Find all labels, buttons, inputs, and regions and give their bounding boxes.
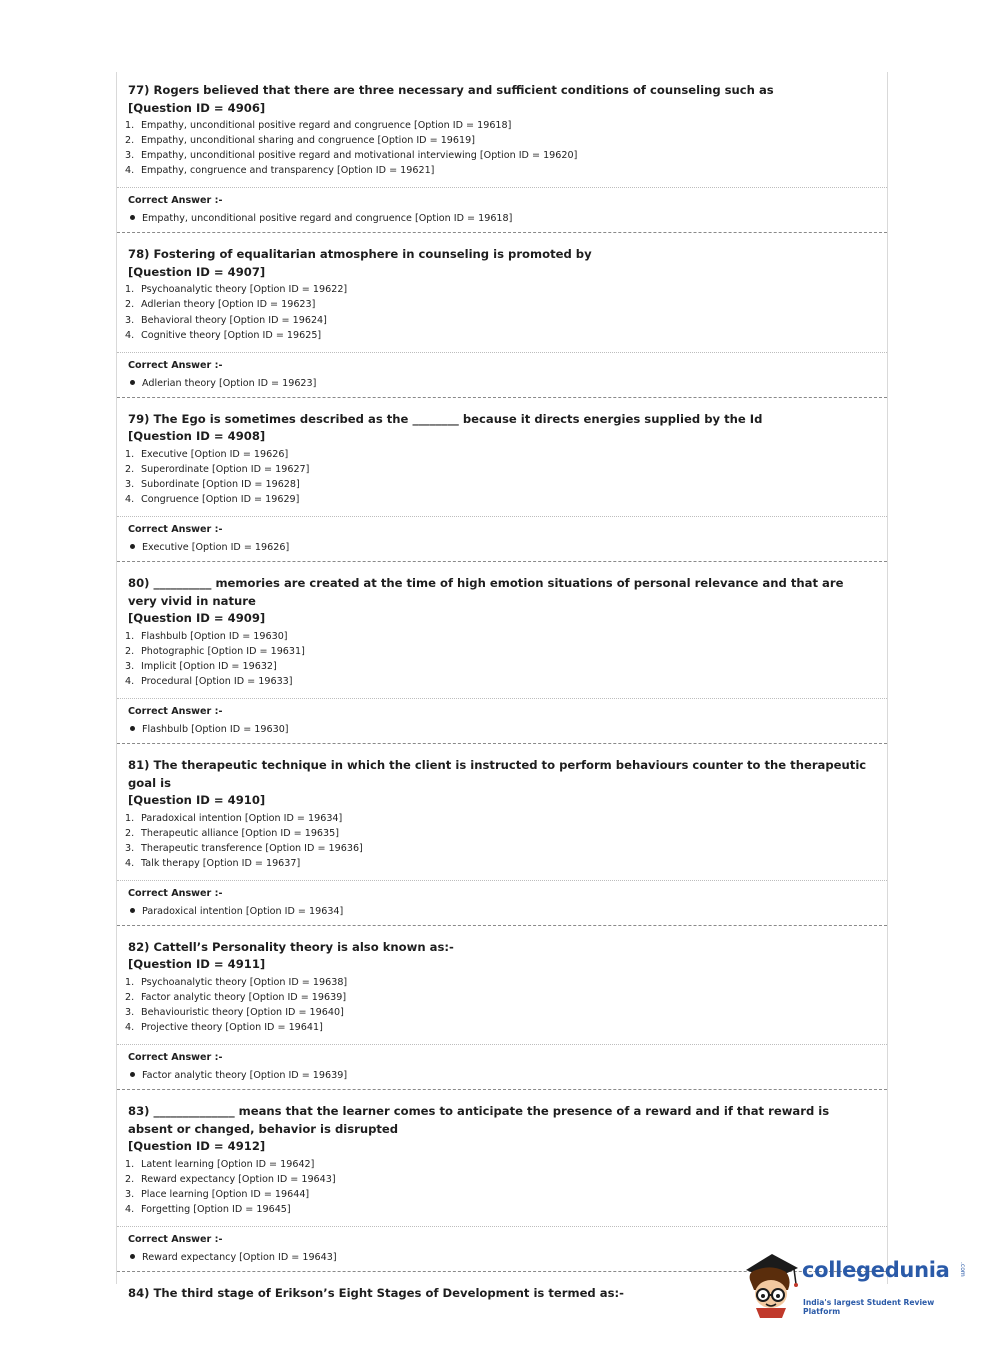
question-title: 83) ______________ means that the learner comes to anticipate the presence of a reward and if that reward is absent or changed, behavior is disrupted — [128, 1104, 830, 1136]
question-block — [117, 233, 887, 397]
option-text: Congruence [Option ID = 19629] — [141, 494, 300, 506]
correct-answer — [128, 212, 887, 226]
option-item — [125, 644, 887, 659]
option-number: 1. — [125, 630, 135, 642]
option-number: 4. — [125, 165, 135, 177]
option-number: 1. — [125, 448, 135, 460]
answer-divider — [117, 516, 887, 517]
correct-answer — [128, 541, 887, 555]
option-text: Behaviouristic theory [Option ID = 19640] — [141, 1007, 344, 1019]
option-text: Empathy, unconditional positive regard and congruence [Option ID = 19618] — [141, 120, 512, 131]
bullet-icon — [130, 215, 135, 220]
mascot-icon — [742, 1250, 802, 1320]
option-number: 4. — [125, 1022, 135, 1034]
option-item — [125, 659, 887, 674]
question-title: 81) The therapeutic technique in which the client is instructed to perform behaviours counter to the therapeutic goal is — [128, 758, 867, 790]
bullet-icon — [130, 544, 135, 549]
option-text: Therapeutic alliance [Option ID = 19635] — [141, 827, 339, 839]
option-number: 2. — [125, 645, 135, 657]
option-text: Reward expectancy [Option ID = 19643] — [141, 1173, 336, 1185]
question-paper-frame — [116, 72, 888, 1301]
correct-answer-label: Correct Answer :- — [128, 524, 223, 536]
correct-answer-label: Correct Answer :- — [128, 706, 223, 717]
option-list — [125, 629, 887, 689]
option-item — [125, 674, 887, 689]
correct-answer — [128, 377, 887, 391]
option-item — [125, 1157, 887, 1172]
option-text: Place learning [Option ID = 19644] — [141, 1188, 310, 1200]
correct-answer-text: Paradoxical intention [Option ID = 19634] — [142, 905, 344, 917]
option-item — [125, 133, 887, 148]
option-item — [125, 1187, 887, 1202]
option-item — [125, 492, 887, 507]
option-number: 3. — [125, 1188, 135, 1200]
option-item — [125, 1005, 887, 1020]
option-item — [125, 990, 887, 1005]
question-title: 82) Cattell’s Personality theory is also known as:- — [128, 939, 454, 954]
question-block — [117, 398, 887, 562]
answer-divider — [117, 698, 887, 699]
option-number: 2. — [125, 1173, 135, 1185]
option-text: Adlerian theory [Option ID = 19623] — [141, 299, 316, 311]
answer-divider — [117, 1044, 887, 1045]
question-id: [Question ID = 4908] — [128, 429, 266, 444]
question-id: [Question ID = 4909] — [128, 611, 266, 626]
option-item — [125, 975, 887, 990]
option-list — [125, 282, 887, 342]
question-id: [Question ID = 4906] — [128, 100, 266, 115]
question-id: [Question ID = 4911] — [128, 957, 266, 972]
correct-answer-label: Correct Answer :- — [128, 887, 223, 899]
option-item — [125, 1172, 887, 1187]
option-item — [125, 826, 887, 841]
correct-answer-text: Empathy, unconditional positive regard and congruence [Option ID = 19618] — [142, 213, 513, 225]
question-id: [Question ID = 4912] — [128, 1139, 266, 1154]
answer-divider — [117, 1226, 887, 1227]
option-text: Psychoanalytic theory [Option ID = 19622] — [141, 284, 348, 296]
option-text: Latent learning [Option ID = 19642] — [141, 1158, 315, 1170]
logo-tagline: India's largest Student Review Platform — [803, 1298, 935, 1316]
option-item — [125, 118, 887, 133]
logo-wordmark: collegedunia — [802, 1258, 950, 1282]
option-text: Forgetting [Option ID = 19645] — [141, 1204, 291, 1216]
option-item — [125, 1020, 887, 1035]
option-number: 3. — [125, 1007, 135, 1019]
option-text: Paradoxical intention [Option ID = 19634] — [141, 812, 343, 824]
answer-divider — [117, 880, 887, 881]
answer-divider — [117, 187, 887, 188]
option-number: 4. — [125, 494, 135, 506]
correct-answer-text: Adlerian theory [Option ID = 19623] — [142, 377, 317, 389]
option-list — [125, 811, 887, 871]
option-list — [125, 118, 887, 178]
option-number: 2. — [125, 135, 135, 147]
option-text: Executive [Option ID = 19626] — [141, 448, 289, 460]
option-text: Projective theory [Option ID = 19641] — [141, 1022, 323, 1034]
option-text: Empathy, unconditional sharing and congruence [Option ID = 19619] — [141, 135, 475, 147]
option-item — [125, 477, 887, 492]
answer-divider — [117, 352, 887, 353]
option-text: Photographic [Option ID = 19631] — [141, 645, 305, 657]
option-list — [125, 1157, 887, 1217]
option-text: Procedural [Option ID = 19633] — [141, 675, 293, 687]
option-number: 1. — [125, 284, 135, 296]
correct-answer-text: Flashbulb [Option ID = 19630] — [142, 724, 289, 735]
option-text: Talk therapy [Option ID = 19637] — [141, 857, 301, 869]
option-item — [125, 1202, 887, 1217]
option-number: 1. — [125, 812, 135, 824]
correct-answer — [128, 905, 887, 919]
question-title: 78) Fostering of equalitarian atmosphere in counseling is promoted by — [128, 247, 592, 262]
correct-answer-text: Factor analytic theory [Option ID = 19639] — [142, 1070, 348, 1082]
correct-answer — [128, 723, 887, 737]
option-number: 2. — [125, 827, 135, 839]
option-number: 3. — [125, 478, 135, 490]
option-text: Therapeutic transference [Option ID = 19636] — [141, 842, 363, 854]
option-list — [125, 975, 887, 1035]
correct-answer-label: Correct Answer :- — [128, 1052, 223, 1064]
question-id: [Question ID = 4910] — [128, 793, 266, 807]
bullet-icon — [130, 380, 135, 385]
question-title: 79) The Ego is sometimes described as the ________ because it directs energies supplied by the Id — [128, 411, 763, 426]
option-item — [125, 328, 887, 343]
option-item — [125, 629, 887, 644]
question-block — [117, 1090, 887, 1272]
question-list — [117, 72, 887, 1272]
option-text: Psychoanalytic theory [Option ID = 19638] — [141, 976, 348, 988]
option-number: 4. — [125, 1204, 135, 1216]
bullet-icon — [130, 726, 135, 731]
option-text: Empathy, congruence and transparency [Option ID = 19621] — [141, 165, 435, 177]
correct-answer-label: Correct Answer :- — [128, 1234, 223, 1246]
option-text: Superordinate [Option ID = 19627] — [141, 463, 310, 475]
option-item — [125, 163, 887, 178]
option-item — [125, 856, 887, 871]
collegedunia-logo[interactable] — [742, 1250, 972, 1320]
option-list — [125, 447, 887, 507]
question-title: 77) Rogers believed that there are three necessary and sufficient conditions of counseling such as — [128, 83, 774, 97]
correct-answer-label: Correct Answer :- — [128, 359, 223, 371]
option-number: 1. — [125, 976, 135, 988]
question-block — [117, 744, 887, 926]
option-number: 2. — [125, 463, 135, 475]
option-item — [125, 297, 887, 312]
option-number: 3. — [125, 842, 135, 854]
option-number: 3. — [125, 150, 135, 162]
option-item — [125, 148, 887, 163]
option-number: 2. — [125, 299, 135, 311]
option-item — [125, 447, 887, 462]
option-number: 4. — [125, 329, 135, 341]
option-text: Behavioral theory [Option ID = 19624] — [141, 314, 327, 326]
logo-domain: .com — [959, 1262, 966, 1277]
option-item — [125, 282, 887, 297]
option-number: 4. — [125, 857, 135, 869]
option-number: 2. — [125, 991, 135, 1003]
option-text: Factor analytic theory [Option ID = 19639] — [141, 991, 347, 1003]
option-number: 3. — [125, 660, 135, 672]
option-text: Subordinate [Option ID = 19628] — [141, 478, 300, 490]
option-number: 4. — [125, 675, 135, 687]
option-item — [125, 313, 887, 328]
bullet-icon — [130, 1254, 135, 1259]
correct-answer-text: Executive [Option ID = 19626] — [142, 542, 290, 554]
correct-answer-text: Reward expectancy [Option ID = 19643] — [142, 1252, 337, 1264]
option-item — [125, 462, 887, 477]
option-item — [125, 841, 887, 856]
option-text: Implicit [Option ID = 19632] — [141, 660, 277, 672]
question-id: [Question ID = 4907] — [128, 264, 266, 279]
correct-answer-label: Correct Answer :- — [128, 195, 223, 207]
question-block — [117, 562, 887, 744]
correct-answer — [128, 1069, 887, 1083]
question-block — [117, 926, 887, 1090]
bullet-icon — [130, 1072, 135, 1077]
option-text: Flashbulb [Option ID = 19630] — [141, 630, 288, 642]
option-text: Empathy, unconditional positive regard and motivational interviewing [Option ID = 19620] — [141, 150, 578, 162]
question-block — [117, 72, 887, 233]
option-text: Cognitive theory [Option ID = 19625] — [141, 329, 322, 341]
question-title: 80) __________ memories are created at the time of high emotion situations of personal relevance and that are very vivid in nature — [128, 576, 844, 608]
option-item — [125, 811, 887, 826]
option-number: 1. — [125, 1158, 135, 1170]
question-title: 84) The third stage of Erikson’s Eight Stages of Development is termed as:- — [128, 1286, 624, 1301]
option-number: 1. — [125, 120, 135, 131]
bullet-icon — [130, 908, 135, 913]
option-number: 3. — [125, 314, 135, 326]
